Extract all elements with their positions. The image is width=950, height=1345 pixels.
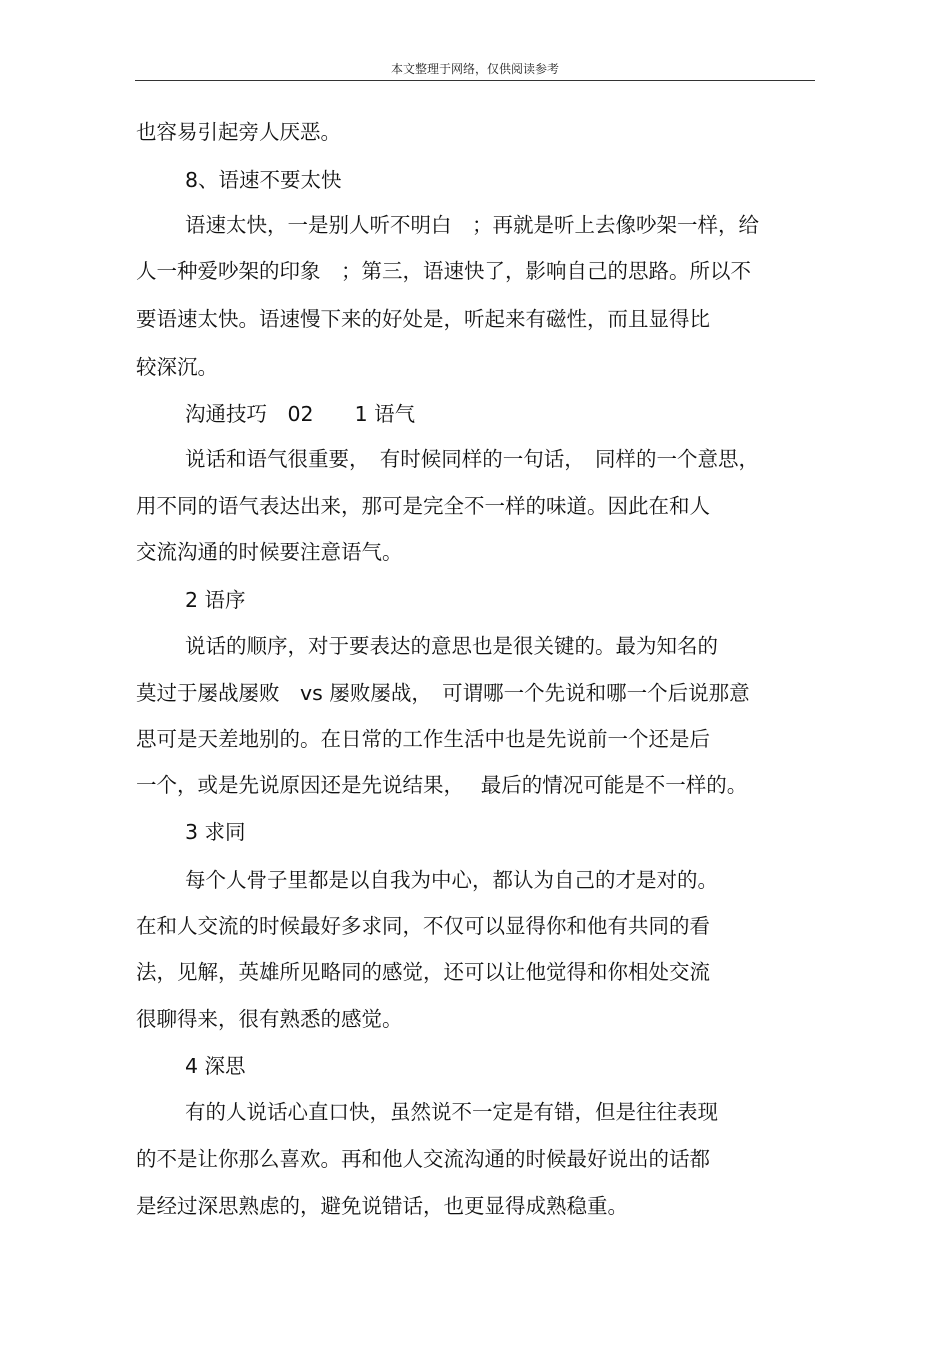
text-line: 语速太快，一是别人听不明白 ；再就是听上去像吵架一样，给 [185,213,759,237]
text-line: 较深沉。 [136,355,218,379]
text-line: 的不是让你那么喜欢。再和他人交流沟通的时候最好说出的话都 [136,1147,710,1171]
text-line: 很聊得来，很有熟悉的感觉。 [136,1007,403,1031]
text-line: 每个人骨子里都是以自我为中心，都认为自己的才是对的。 [185,868,718,892]
text-line: 一个，或是先说原因还是先说结果， 最后的情况可能是不一样的。 [136,773,748,797]
text-line: 莫过于屡战屡败 vs 屡败屡战， 可谓哪一个先说和哪一个后说那意 [136,681,750,705]
text-line: 也容易引起旁人厌恶。 [136,120,341,144]
page-header: 本文整理于网络，仅供阅读参考 [390,62,559,76]
text-line: 用不同的语气表达出来，那可是完全不一样的味道。因此在和人 [136,494,710,518]
text-line: 要语速太快。语速慢下来的好处是，听起来有磁性，而且显得比 [136,307,710,331]
header-divider [135,80,815,81]
text-line: 是经过深思熟虑的，避免说错话，也更显得成熟稳重。 [136,1194,628,1218]
text-line: 人一种爱吵架的印象 ；第三，语速快了，影响自己的思路。所以不 [136,259,751,283]
section-heading: 3 求同 [185,820,246,844]
section-heading: 2 语序 [185,588,246,612]
text-line: 思可是天差地别的。在日常的工作生活中也是先说前一个还是后 [136,727,710,751]
text-line: 说话和语气很重要， 有时候同样的一句话， 同样的一个意思， [185,447,759,471]
section-heading: 8、语速不要太快 [185,168,342,192]
text-line: 交流沟通的时候要注意语气。 [136,540,403,564]
text-line: 有的人说话心直口快，虽然说不一定是有错，但是往往表现 [185,1100,718,1124]
section-heading: 4 深思 [185,1054,246,1078]
section-heading: 沟通技巧 02 1 语气 [185,402,416,426]
text-line: 在和人交流的时候最好多求同，不仅可以显得你和他有共同的看 [136,914,710,938]
text-line: 说话的顺序，对于要表达的意思也是很关键的。最为知名的 [185,634,718,658]
text-line: 法，见解，英雄所见略同的感觉，还可以让他觉得和你相处交流 [136,960,710,984]
